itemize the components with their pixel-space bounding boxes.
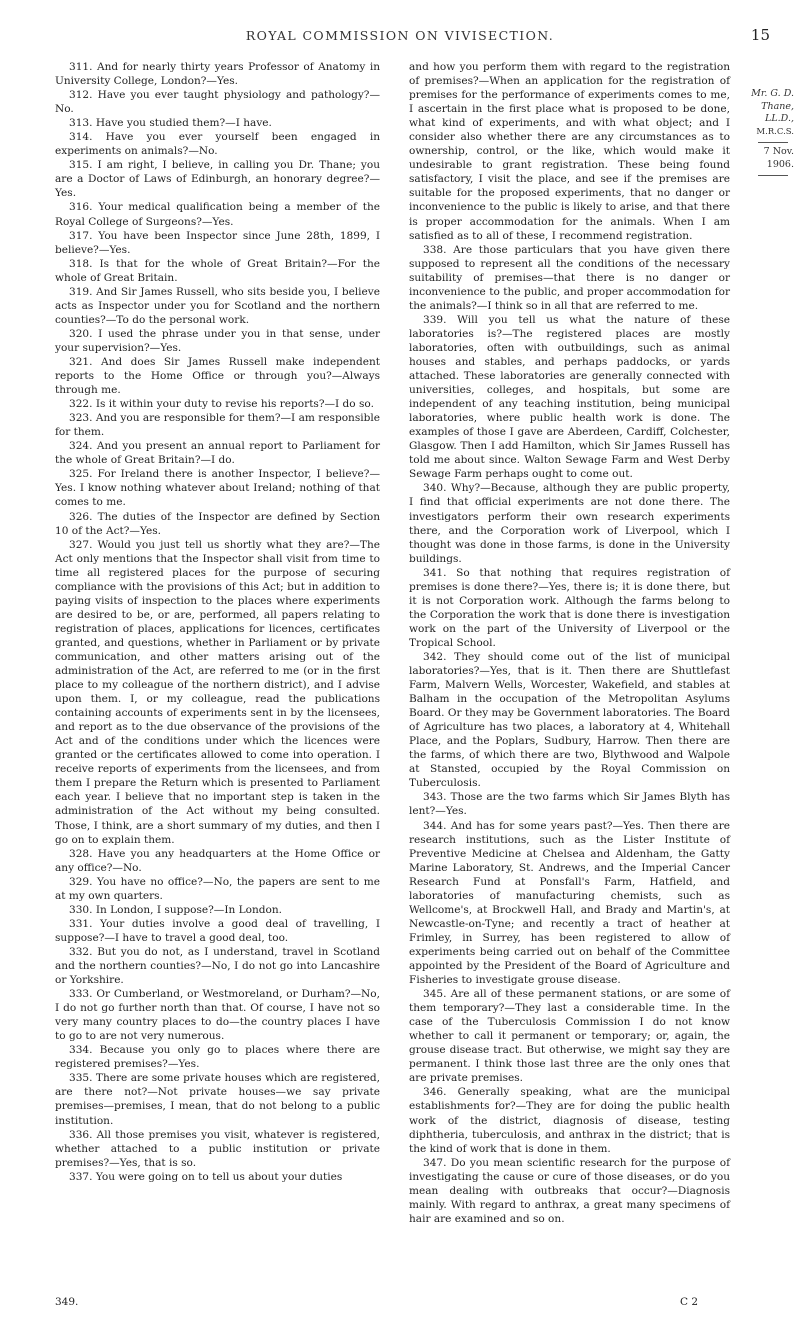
- paragraph: 334. Because you only go to places where there are registered premises?—Yes.: [55, 1044, 380, 1071]
- footer-signature: C 2: [680, 1296, 699, 1308]
- paragraph: 325. For Ireland there is another Inspector, I believe?—Yes. I know nothing whatever about Ireland; nothing of that comes to me.: [55, 468, 380, 509]
- paragraph: 314. Have you ever yourself been engaged in experiments on animals?—No.: [55, 131, 380, 158]
- paragraph: 321. And does Sir James Russell make independent reports to the Home Office or through you?—Always through me.: [55, 355, 380, 397]
- paragraph: 318. Is that for the whole of Great Britain?—For the whole of Great Britain.: [55, 257, 380, 284]
- paragraph: 332. But you do not, as I understand, travel in Scotland and the northern counties?—No, I do not go into Lancashire or Yorkshire.: [55, 945, 380, 987]
- paragraph: 312. Have you ever taught physiology and pathology?—No.: [55, 89, 380, 116]
- paragraph: 335. There are some private houses which are registered, are there not?—Not private houses—we say private premises—premises, I mean, that do not belong to a public institution.: [55, 1072, 380, 1127]
- paragraph: 330. In London, I suppose?—In London.: [69, 903, 283, 916]
- witness-degrees: M.R.C.S.: [756, 126, 794, 137]
- paragraph: 328. Have you any headquarters at the Home Office or any office?—No.: [55, 847, 380, 874]
- paragraph: 320. I used the phrase under you in that sense, under your supervision?—Yes.: [55, 327, 380, 354]
- paragraph: and how you perform them with regard to the registration of premises?—When an application for the registration of premises for the performance of experiments comes to me, I ascertain in the first place what is proposed to be done, what kind of experiments, and with what object; and I consider also whether there are any circumstances as to ownership, control, or the like, which would make it undesirable to grant registration. These being found satisfactory, I visit the place, and see if the premises are suitable for the proposed experiments, that no danger or inconvenience to the public is likely to arise, and that there is proper accommodation for the animals. When I am satisfied as to all of these, I recommend registration.: [409, 61, 730, 242]
- paragraph: 311. And for nearly thirty years Professor of Anatomy in University College, London?—Yes.: [55, 61, 380, 88]
- paragraph: 347. Do you mean scientific research for the purpose of investigating the cause or cure of those diseases, or do you mean dealing with outbreaks that occur?—Diagnosis mainly. With regard to anthrax, a great many specimens of hair are examined and so on.: [409, 1156, 730, 1225]
- margin-rule-2: [758, 175, 788, 176]
- page-number: 15: [750, 26, 770, 44]
- paragraph: 313. Have you studied them?—I have.: [69, 117, 272, 130]
- paragraph: 338. Are those particulars that you have given there supposed to represent all the conditions of the necessary suitability of premises—that there is no danger or inconvenience to the public, and proper accommodation for the animals?—I think so in all that are referred to me.: [409, 243, 730, 312]
- paragraph: 319. And Sir James Russell, who sits beside you, I believe acts as Inspector under you for Scotland and the northern counties?—To do the personal work.: [55, 285, 380, 326]
- paragraph: 342. They should come out of the list of municipal laboratories?—Yes, that is it. Then there are Shuttlefast Farm, Malvern Wells, Worcester, Wakefield, and stables at Balham in the occupation of the Metropolitan Asylums Board. Or they may be Government laboratories. The Board of Agriculture has two places, a laboratory at 4, Whitehall Place, and the Poplars, Sudbury, Harrow. Then there are the farms, of which there are two, Blythwood and Walpole at Stansted, occupied by the Royal Commission on Tuberculosis.: [409, 650, 730, 790]
- paragraph: 337. You were going on to tell us about your duties: [69, 1170, 343, 1183]
- paragraph: 345. Are all of these permanent stations, or are some of them temporary?—They last a considerable time. In the case of the Tuberculosis Commission I do not know whether to call it permanent or temporary; or, again, the grouse disease tract. But otherwise, we might say they are permanent. I think those last three are the only ones that are private premises.: [409, 988, 730, 1085]
- paragraph: 341. So that nothing that requires registration of premises is done there?—Yes, there is; it is done there, but it is not Corporation work. Although the farms belong to the Corporation the work that is done there is investigation work on the part of the University of Liverpool or the Tropical School.: [409, 566, 730, 649]
- witness-name-2: Thane, LL.D.,: [761, 100, 794, 124]
- page-header: [0, 26, 800, 50]
- left-column: [55, 60, 380, 1184]
- paragraph: 323. And you are responsible for them?—I am responsible for them.: [55, 412, 380, 439]
- paragraph: 316. Your medical qualification being a member of the Royal College of Surgeons?—Yes.: [55, 201, 380, 228]
- running-title: ROYAL COMMISSION ON VIVISECTION.: [245, 28, 555, 43]
- witness-name: Mr. G. D.: [751, 88, 794, 99]
- paragraph: 315. I am right, I believe, in calling you Dr. Thane; you are a Doctor of Laws of Edinburgh, an honorary degree?—Yes.: [55, 159, 380, 200]
- paragraph: 339. Will you tell us what the nature of these laboratories is?—The registered places are mostly laboratories, often with outbuildings, such as animal houses and stables, and perhaps paddocks, or yards attached. These laboratories are generally connected with universities, colleges, and hospitals, but some are independent of any teaching institution, being municipal laboratories, where public health work is done. The examples of those I gave are Aberdeen, Cardiff, Colchester, Glasgow. Then I add Hamilton, which Sir James Russell has told me about since. Walton Sewage Farm and West Derby Sewage Farm perhaps ought to come out.: [409, 313, 730, 481]
- footer-left: 349.: [55, 1296, 79, 1308]
- paragraph: 322. Is it within your duty to revise his reports?—I do so.: [69, 398, 374, 411]
- paragraph: 317. You have been Inspector since June 28th, 1899, I believe?—Yes.: [55, 229, 380, 256]
- paragraph: 340. Why?—Because, although they are public property, I find that official experiments are not done there. The investigators perform their own research experiments there, and the Corporation work of Liverpool, which I thought was done in those farms, is done in the University buildings.: [409, 482, 730, 565]
- margin-rule: [758, 142, 788, 143]
- paragraph: 344. And has for some years past?—Yes. Then there are research institutions, such as the Lister Institute of Preventive Medicine at Chelsea and Aldenham, the Gatty Marine Laboratory, St. Andrews, and the Imperial Cancer Research Fund at Ponsfall's Farm, Hatfield, and laboratories of manufacturing chemists, such as Wellcome's, at Brockwell Hall, and Brady and Martin's, at Newcastle-on-Tyne; and recently a tract of heather at Frimley, in Surrey, has been registered to allow of experiments being carried out on behalf of the Committee appointed by the President of the Board of Agriculture and Fisheries to investigate grouse disease.: [409, 819, 730, 987]
- paragraph: 327. Would you just tell us shortly what they are?—The Act only mentions that the Inspector shall visit from time to time all registered places for the purpose of securing compliance with the provisions of this Act; but in addition to paying visits of inspection to the places where experiments are desired to be, or are, performed, all papers relating to registration of places, applications for licences, certificates granted, and questions, whether in Parliament or by private communication, and other matters arising out of the administration of the Act, are referred to me (or in the first place to my colleague of the northern district), and I advise upon them. I, or my colleague, read the publications containing accounts of experiments sent in by the licensees, and report as to the due observance of the provisions of the Act and of the conditions under which the licences were granted or the certificates allowed to come into operation. I receive reports of experiments from the licensees, and from them I prepare the Return which is presented to Parliament each year. I believe that no important step is taken in the administration of the Act without my being consulted. Those, I think, are a short summary of my duties, and then I go on to explain them.: [55, 538, 380, 846]
- paragraph: 333. Or Cumberland, or Westmoreland, or Durham?—No, I do not go further north than that. Of course, I have not so very many country places to do—the country places I have to go to are not very numerous.: [55, 988, 380, 1043]
- paragraph: 331. Your duties involve a good deal of travelling, I suppose?—I have to travel a good deal, too.: [55, 917, 380, 944]
- right-column: [409, 60, 730, 1226]
- paragraph: 346. Generally speaking, what are the municipal establishments for?—They are for doing the public health work of the district, diagnosis of disease, testing diphtheria, tuberculosis, and anthrax in the district; that is the kind of work that is done in them.: [409, 1086, 730, 1155]
- paragraph: 336. All those premises you visit, whatever is registered, whether attached to a public institution or private premises?—Yes, that is so.: [55, 1128, 380, 1169]
- witness-date: 7 Nov. 1906.: [763, 146, 794, 170]
- paragraph: 343. Those are the two farms which Sir James Blyth has lent?—Yes.: [409, 791, 730, 818]
- margin-note: [738, 88, 794, 179]
- paragraph: 326. The duties of the Inspector are defined by Section 10 of the Act?—Yes.: [55, 510, 380, 537]
- paragraph: 324. And you present an annual report to Parliament for the whole of Great Britain?—I do.: [55, 440, 380, 467]
- paragraph: 329. You have no office?—No, the papers are sent to me at my own quarters.: [55, 875, 380, 902]
